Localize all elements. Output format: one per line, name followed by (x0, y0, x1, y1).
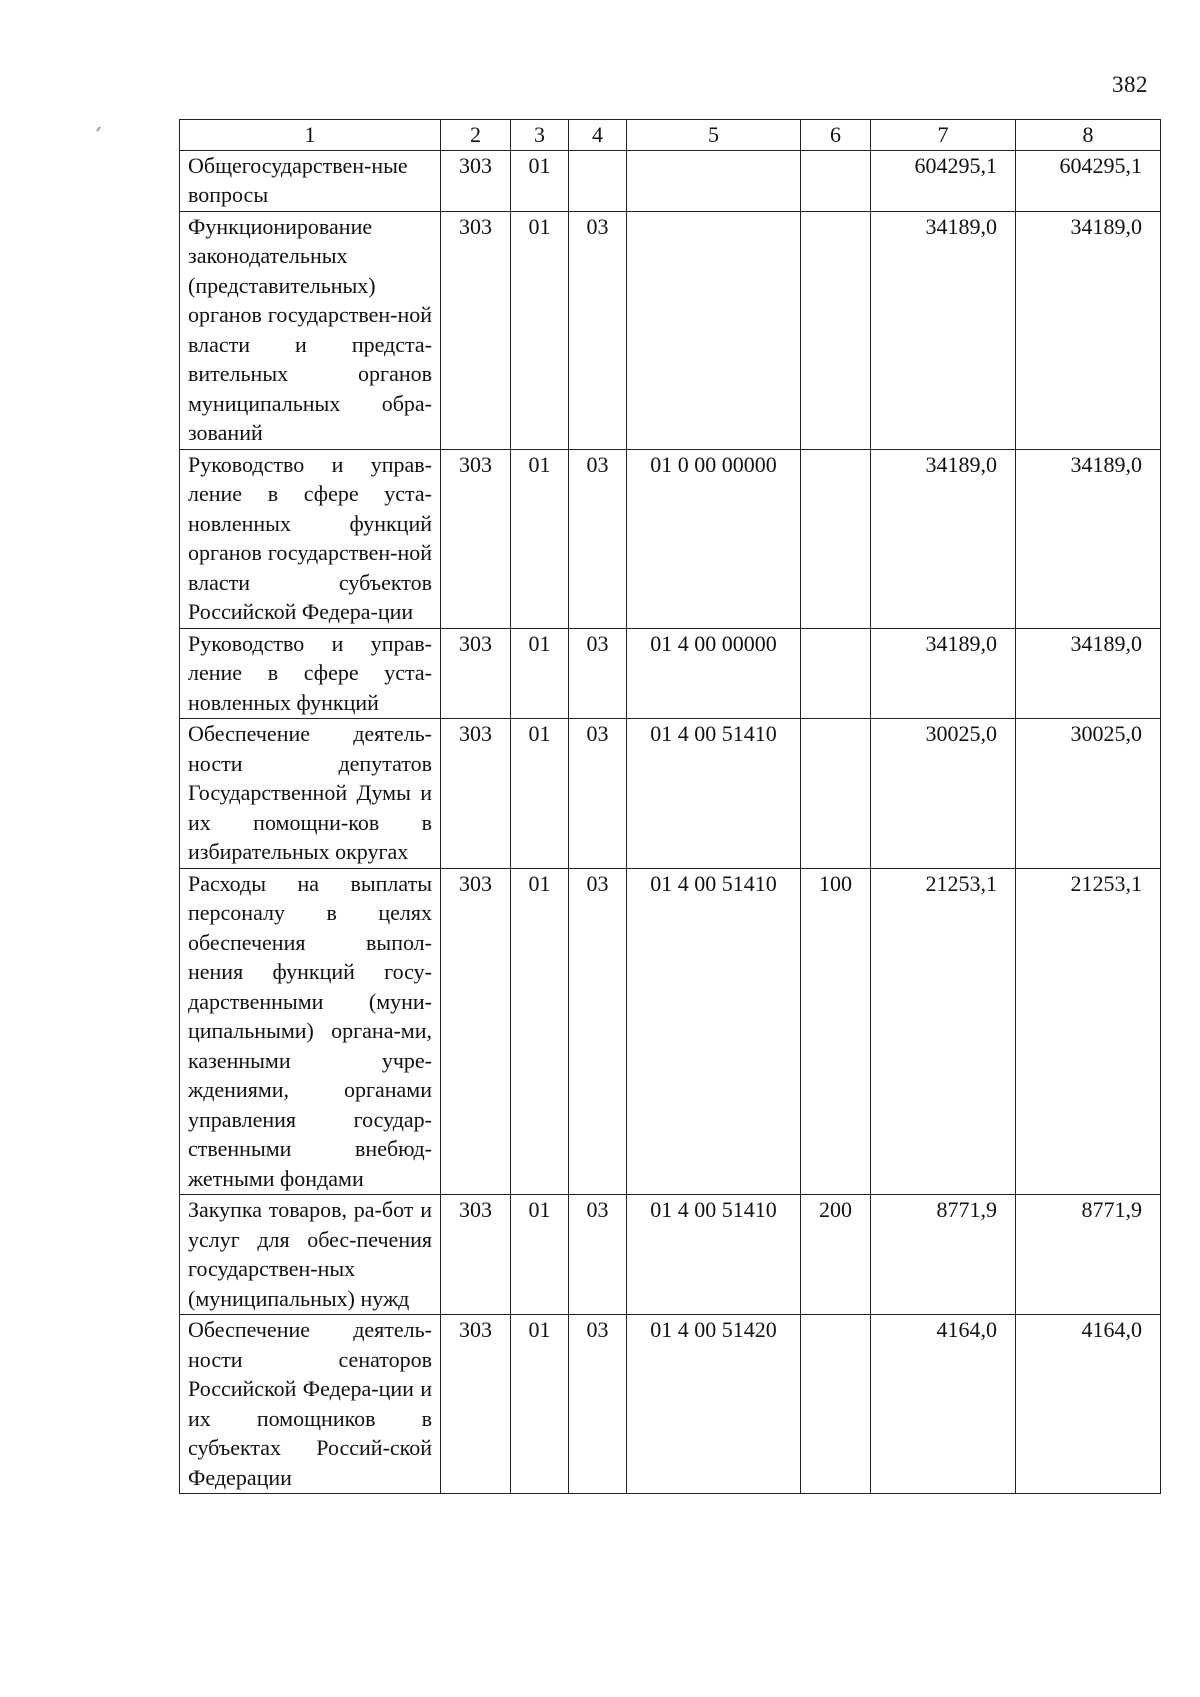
ministry-code: 303 (441, 449, 511, 628)
ministry-code: 303 (441, 1195, 511, 1315)
target-article-code: 01 4 00 51420 (627, 1315, 801, 1494)
section-code: 01 (511, 868, 569, 1195)
table-row (180, 211, 1161, 449)
table-row (180, 150, 1161, 211)
subsection-code: 03 (569, 628, 627, 719)
section-code: 01 (511, 449, 569, 628)
ministry-code: 303 (441, 868, 511, 1195)
subsection-code: 03 (569, 868, 627, 1195)
table-row (180, 719, 1161, 869)
expense-type-code (801, 628, 871, 719)
expense-name: Закупка товаров, ра-бот и услуг для обес-печения государствен-ных (муниципальных) нужд (180, 1195, 441, 1315)
amount-col8: 21253,1 (1016, 868, 1161, 1195)
expense-type-code: 100 (801, 868, 871, 1195)
column-header: 3 (511, 120, 569, 151)
subsection-code: 03 (569, 1195, 627, 1315)
expense-name: Обеспечение деятель-ности депутатов Государственной Думы и их помощни-ков в избирательных округах (180, 719, 441, 869)
expense-type-code (801, 1315, 871, 1494)
ministry-code: 303 (441, 150, 511, 211)
section-code: 01 (511, 150, 569, 211)
amount-col7: 34189,0 (871, 449, 1016, 628)
expense-name: Функционирование законодательных (представительных) органов государствен-ной власти и предста-вительных органов муниципальных обра-зований (180, 211, 441, 449)
budget-table (179, 119, 1161, 1494)
amount-col7: 4164,0 (871, 1315, 1016, 1494)
subsection-code (569, 150, 627, 211)
page-number: 382 (1112, 72, 1148, 97)
column-header: 5 (627, 120, 801, 151)
target-article-code: 01 0 00 00000 (627, 449, 801, 628)
ministry-code: 303 (441, 628, 511, 719)
expense-name: Руководство и управ-ление в сфере уста-новленных функций (180, 628, 441, 719)
column-header: 4 (569, 120, 627, 151)
target-article-code (627, 150, 801, 211)
amount-col8: 34189,0 (1016, 449, 1161, 628)
subsection-code: 03 (569, 719, 627, 869)
section-code: 01 (511, 211, 569, 449)
amount-col8: 34189,0 (1016, 628, 1161, 719)
amount-col8: 604295,1 (1016, 150, 1161, 211)
section-code: 01 (511, 628, 569, 719)
subsection-code: 03 (569, 1315, 627, 1494)
amount-col7: 604295,1 (871, 150, 1016, 211)
amount-col7: 34189,0 (871, 628, 1016, 719)
table-row (180, 1195, 1161, 1315)
amount-col8: 8771,9 (1016, 1195, 1161, 1315)
column-header: 1 (180, 120, 441, 151)
expense-name: Расходы на выплаты персоналу в целях обеспечения выпол-нения функций госу-дарственными (муни-ципальными) органа-ми, казенными учре-ждениями, органами управления государ-ственными внебюд-жетными фондами (180, 868, 441, 1195)
header-row (180, 120, 1161, 151)
amount-col8: 30025,0 (1016, 719, 1161, 869)
table-row (180, 628, 1161, 719)
amount-col8: 4164,0 (1016, 1315, 1161, 1494)
expense-name: Обеспечение деятель-ности сенаторов Российской Федера-ции и их помощников в субъектах Россий-ской Федерации (180, 1315, 441, 1494)
ministry-code: 303 (441, 211, 511, 449)
expense-type-code: 200 (801, 1195, 871, 1315)
expense-type-code (801, 719, 871, 869)
ministry-code: 303 (441, 719, 511, 869)
amount-col7: 30025,0 (871, 719, 1016, 869)
column-header: 7 (871, 120, 1016, 151)
section-code: 01 (511, 719, 569, 869)
section-code: 01 (511, 1315, 569, 1494)
stray-mark (96, 126, 101, 131)
expense-name: Общегосударствен-ные вопросы (180, 150, 441, 211)
column-header: 8 (1016, 120, 1161, 151)
target-article-code: 01 4 00 00000 (627, 628, 801, 719)
table-row (180, 868, 1161, 1195)
amount-col8: 34189,0 (1016, 211, 1161, 449)
column-header: 2 (441, 120, 511, 151)
table-row (180, 1315, 1161, 1494)
amount-col7: 34189,0 (871, 211, 1016, 449)
subsection-code: 03 (569, 449, 627, 628)
expense-name: Руководство и управ-ление в сфере уста-новленных функций органов государствен-ной власти субъектов Российской Федера-ции (180, 449, 441, 628)
column-header: 6 (801, 120, 871, 151)
target-article-code: 01 4 00 51410 (627, 868, 801, 1195)
subsection-code: 03 (569, 211, 627, 449)
expense-type-code (801, 150, 871, 211)
ministry-code: 303 (441, 1315, 511, 1494)
expense-type-code (801, 449, 871, 628)
amount-col7: 8771,9 (871, 1195, 1016, 1315)
expense-type-code (801, 211, 871, 449)
section-code: 01 (511, 1195, 569, 1315)
target-article-code (627, 211, 801, 449)
target-article-code: 01 4 00 51410 (627, 1195, 801, 1315)
table-row (180, 449, 1161, 628)
target-article-code: 01 4 00 51410 (627, 719, 801, 869)
amount-col7: 21253,1 (871, 868, 1016, 1195)
